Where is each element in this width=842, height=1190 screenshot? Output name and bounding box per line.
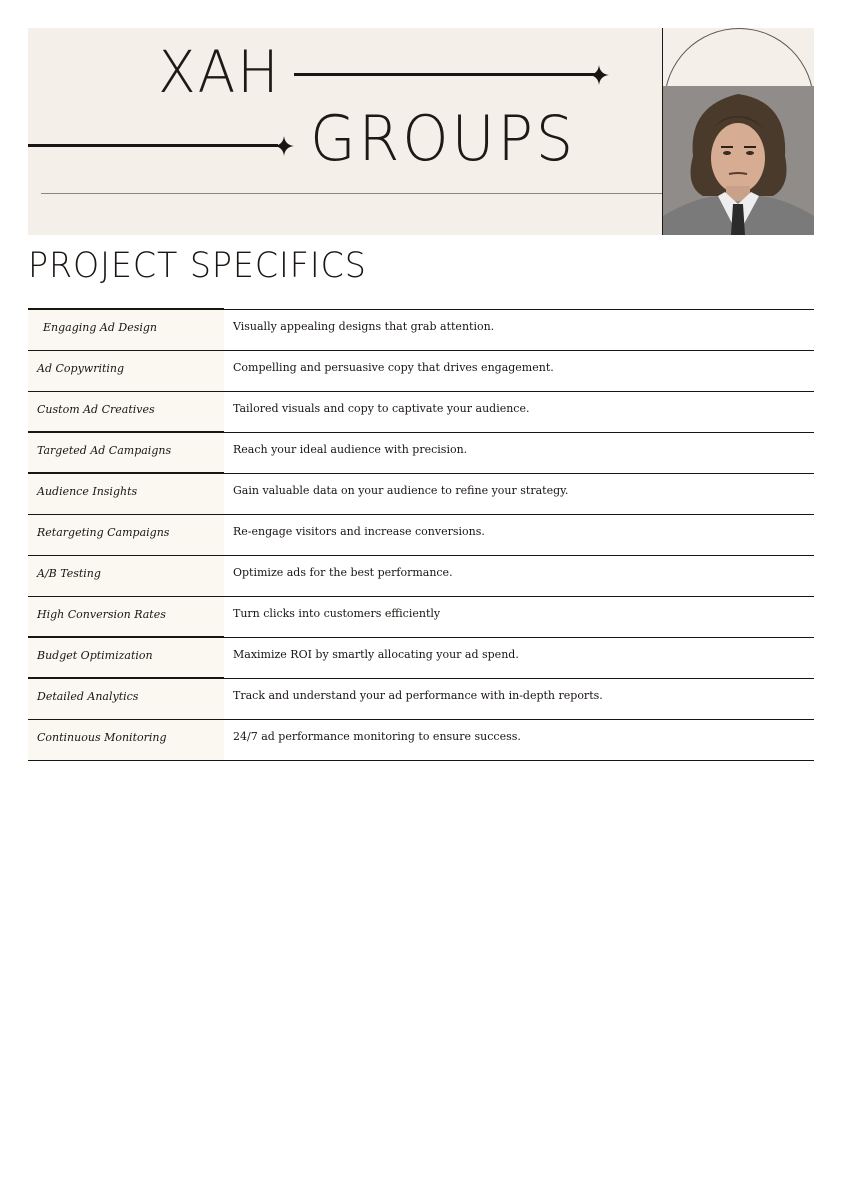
table-row	[28, 350, 814, 391]
sparkle-icon	[589, 65, 609, 85]
feature-description: Track and understand your ad performance with in-depth reports.	[224, 678, 814, 719]
project-specifics-table	[28, 308, 814, 761]
feature-description: Compelling and persuasive copy that drives engagement.	[224, 350, 814, 391]
feature-name: Budget Optimization	[28, 637, 224, 678]
feature-description: Maximize ROI by smartly allocating your ad spend.	[224, 637, 814, 678]
feature-description: Re-engage visitors and increase conversions.	[224, 514, 814, 555]
feature-name: Targeted Ad Campaigns	[28, 432, 224, 473]
table-row	[28, 555, 814, 596]
header-banner	[28, 28, 814, 235]
decorative-rule	[294, 73, 598, 76]
divider	[41, 193, 662, 194]
table-row	[28, 678, 814, 719]
brand-name-line2: GROUPS	[310, 102, 577, 175]
table-row	[28, 473, 814, 514]
table-row	[28, 514, 814, 555]
table-row	[28, 309, 814, 350]
feature-description: Visually appealing designs that grab attention.	[224, 309, 814, 350]
feature-description: Tailored visuals and copy to captivate your audience.	[224, 391, 814, 432]
feature-description: 24/7 ad performance monitoring to ensure success.	[224, 719, 814, 760]
table-row	[28, 432, 814, 473]
feature-name: A/B Testing	[28, 555, 224, 596]
feature-name: Custom Ad Creatives	[28, 391, 224, 432]
feature-name: Detailed Analytics	[28, 678, 224, 719]
decorative-rule	[28, 144, 278, 147]
feature-name: Audience Insights	[28, 473, 224, 514]
table-row	[28, 391, 814, 432]
table-row	[28, 596, 814, 637]
feature-description: Reach your ideal audience with precision.	[224, 432, 814, 473]
feature-name: Engaging Ad Design	[28, 309, 224, 350]
table-row	[28, 719, 814, 760]
brand-name-line1: XAH	[158, 38, 281, 106]
portrait-photo	[663, 86, 814, 235]
feature-description: Turn clicks into customers efficiently	[224, 596, 814, 637]
feature-name: Retargeting Campaigns	[28, 514, 224, 555]
table-row	[28, 637, 814, 678]
feature-name: High Conversion Rates	[28, 596, 224, 637]
feature-name: Ad Copywriting	[28, 350, 224, 391]
feature-name: Continuous Monitoring	[28, 719, 224, 760]
feature-description: Gain valuable data on your audience to refine your strategy.	[224, 473, 814, 514]
section-title: PROJECT SPECIFICS	[28, 246, 367, 286]
feature-description: Optimize ads for the best performance.	[224, 555, 814, 596]
sparkle-icon	[274, 136, 294, 156]
